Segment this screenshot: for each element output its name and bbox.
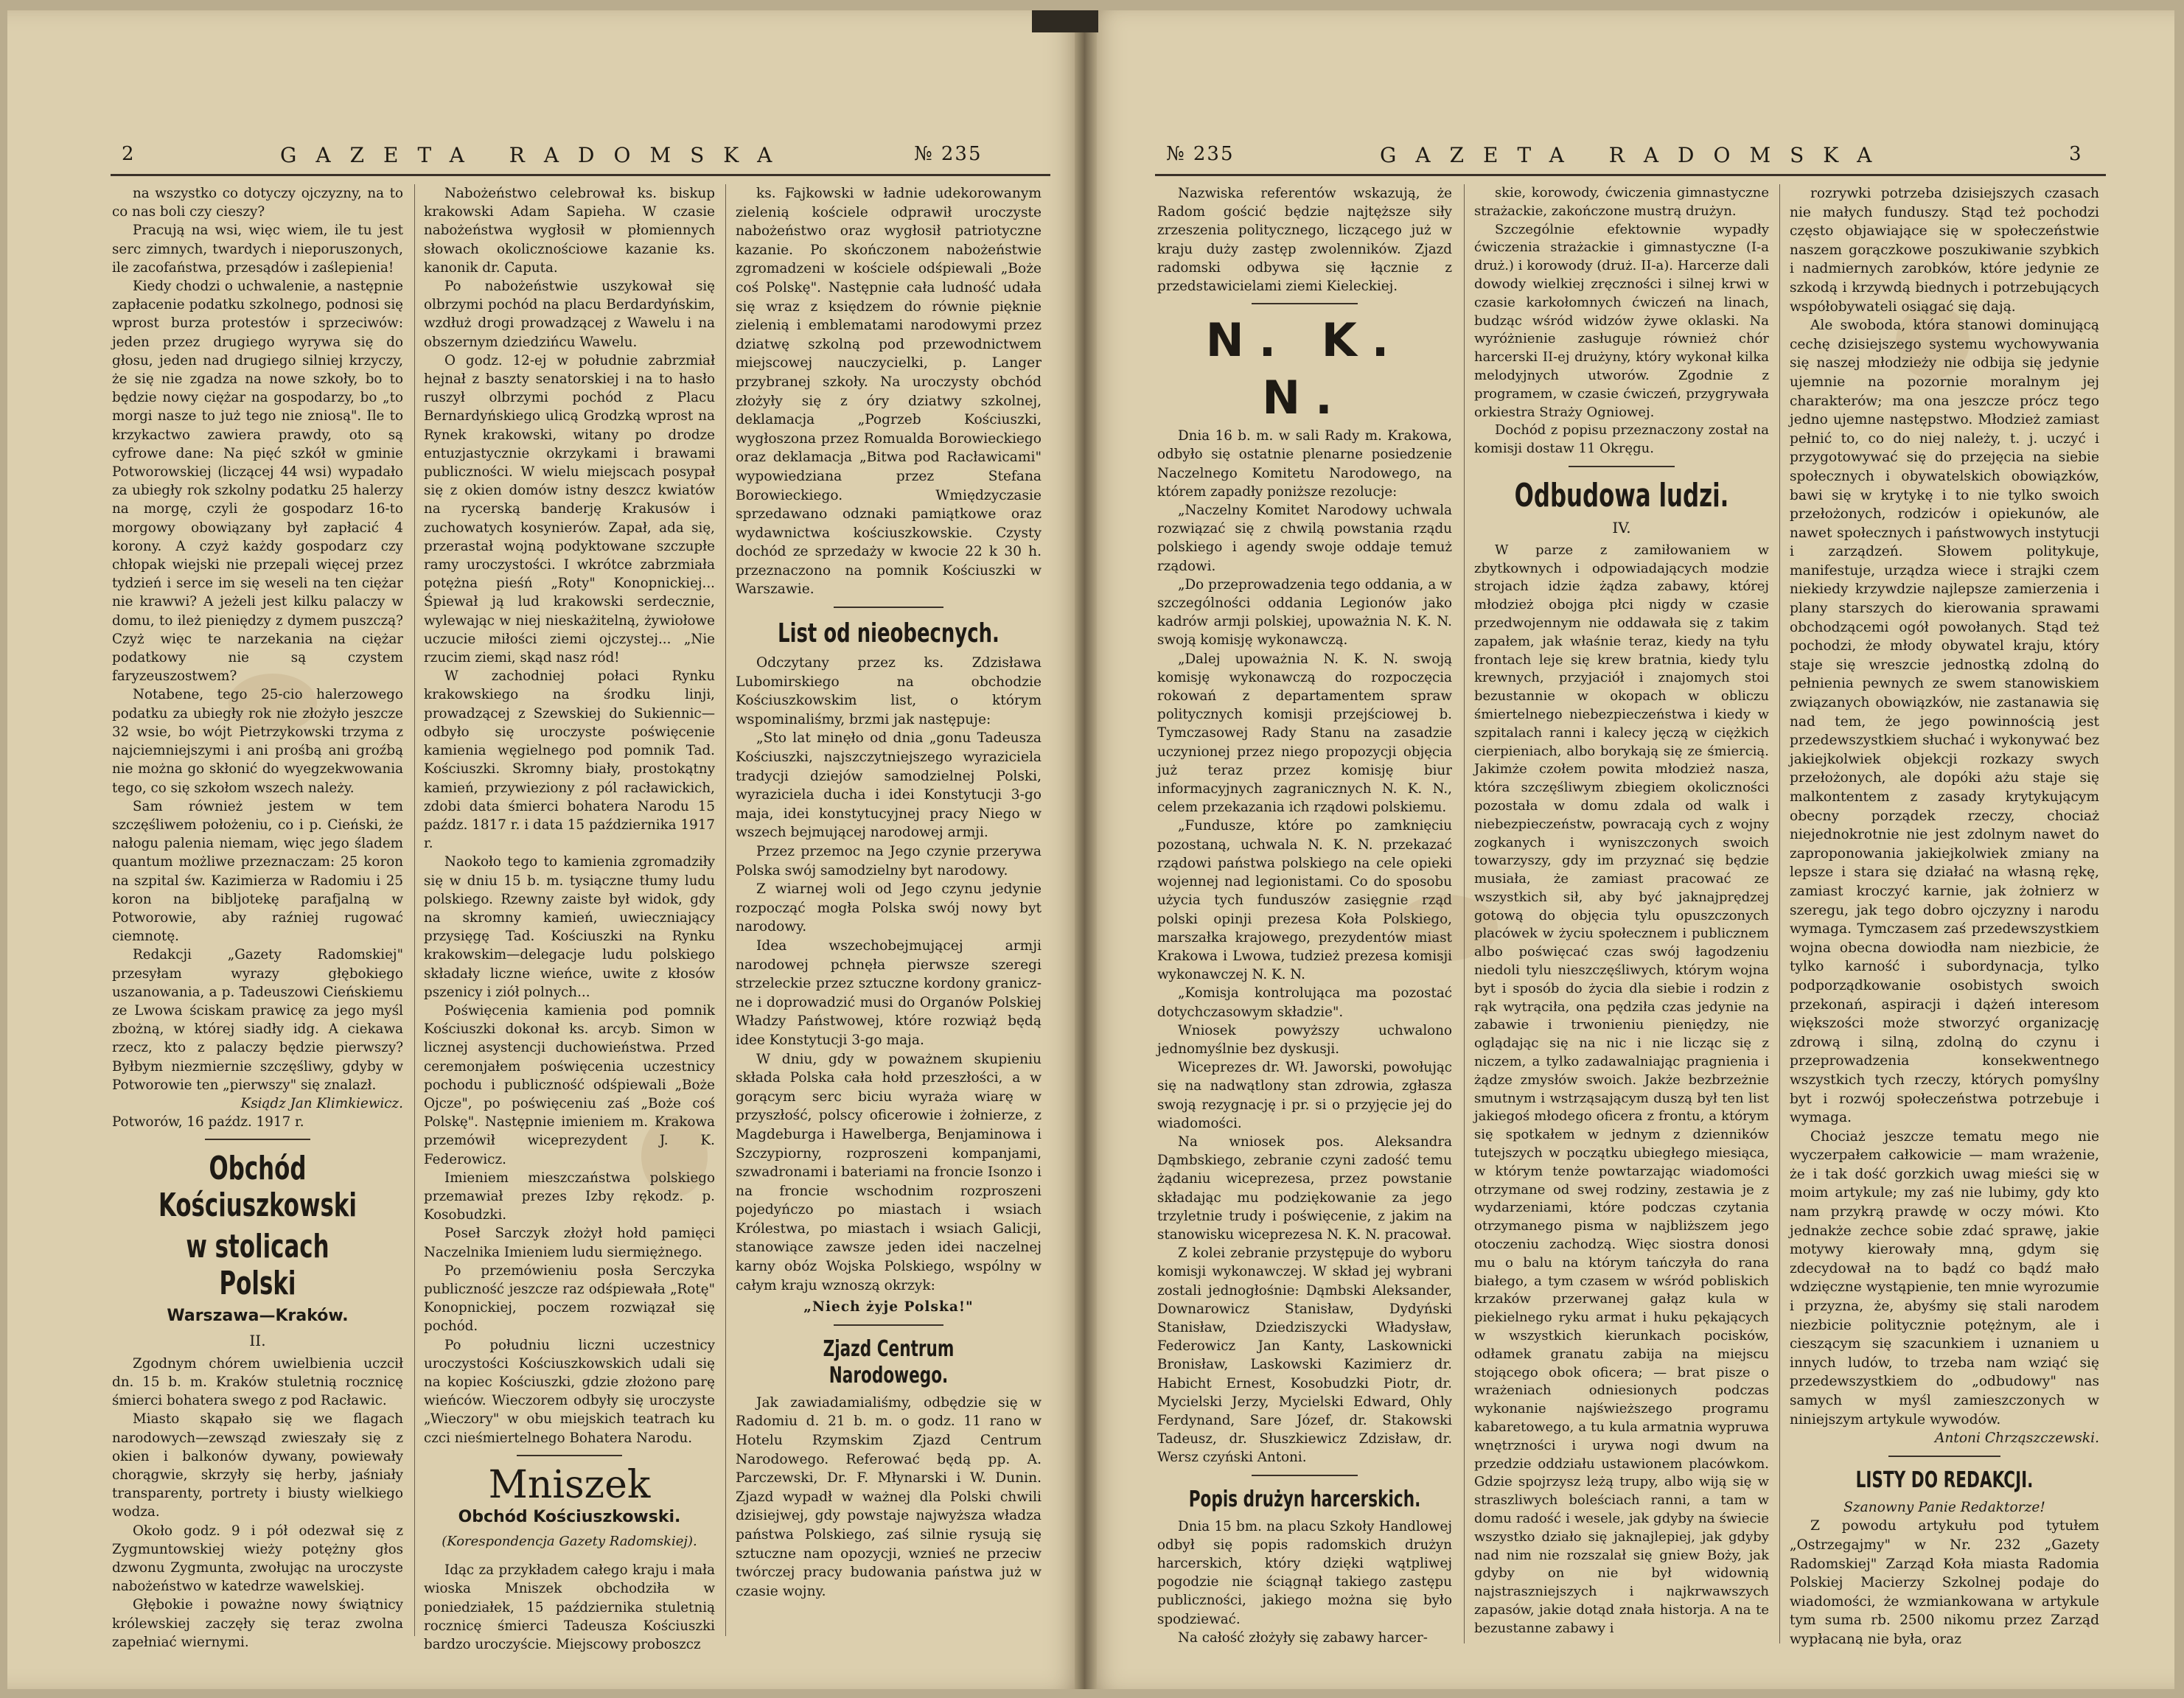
right-page bbox=[1085, 10, 2174, 1689]
paragraph: „Fundusze, które po zamknięciu pozostaną, uchwala N. K. N. przekazać rządowi państwa polskiego na cele opieki wojennej nad legionistami. Co do sposobu użycia tych funduszów zasięgnie rząd polski opinji prezesa Koła Polskiego, marszałka krajowego, prezydentów miast Krakowa i Lwowa, tudzież prezesa komisji wykonawczej N. K. N. bbox=[1157, 818, 1452, 983]
paragraph: Dnia 16 b. m. w sali Rady m. Krakowa, odbyło się ostatnie plenarne posiedzenie Naczelnego Komitetu Narodowego, na którem zapadły poniższe rezolucje: bbox=[1157, 428, 1452, 500]
paragraph: Kiedy chodzi o uchwalenie, a następnie zapłacenie podatku szkolnego, podnosi się wprost burza protestów i sprzeciwów: jeden przez drugiego wyrywa się do głosu, jeden nad drugiego silniej krzyczy, że się nie zgadza na nowe szkoły, bo to będzie nowy ciężar na gospodarzy, bo „to morgi nasze to już tego nie zniosą". Ile to krzykactwo zawiera prawdy, oto są cyfrowe dane: Na pięć szkół w gminie Potworowskiej (liczącej 44 wsi) wypadało za ubiegły rok szkolny podatku 25 halerzy na morgę, czyli że gospodarz 16-to morgowy obowiązany był zapłacić 4 korony. A czyż każdy gospodarz czy chłopak wiejski nie przepali więcej przez tydzień i serce im się weseli na ten ciężar nie krawwi? A jeżeli jest kilku palaczy w domu, to ileż pieniędzy z dymem puszczą? Czyż więc te narzekania na ciężar podatkowy nie są czystem faryzeuszostwem? bbox=[112, 279, 403, 685]
paragraph: Sam również jestem w tem szczęśliwem położeniu, co i p. Cieński, że nałogu palenia niemam, więc jego śladem quantum możliwe przeznaczam: 25 koron na szpital św. Kazimierza w Radomiu i 25 koron na bibljotekę parafjalną w Potworowie, aby raźniej rugować ciemnotę. bbox=[112, 798, 403, 945]
paragraph: Chociaż jeszcze tematu mego nie wyczerpałem całkowicie — mam wrażenie, że i tak dość gorzkich uwag mieści się w moim artykule; my zaś nie lubimy, gdy kto nam przykrą prawdę w oczy mówi. Kto jednakże zechce sobie zdać sprawę, jakie motywy kierowały mną, gdym się zdecydował na to bądź co bądź mało wdzięczne wystąpienie, ten mnie wyrozumie i przyzna, że, abyśmy się stali narodem niezbicie politycznie potężnym, ale i cieszącym się szacunkiem i uznaniem u innych ludów, to trzeba nam wziąć się przedewszystkiem do „odbudowy" nas samych w myśl zamieszczonych w niniejszym artykule wywodów. bbox=[1790, 1128, 2099, 1428]
issue-number: № 235 bbox=[1166, 143, 1235, 165]
paragraph: „Dalej upoważnia N. K. N. swoją komisję wykonawczą do rozpoczęcia rokowań z departamentem spraw politycznych komisji przejściowej b. Tymczasowej Rady Stanu na zasadzie uczynionej przez niego propozycji objęcia już teraz przez komisję biur informacyjnych zagranicznych N. K. N., celem przekazania ich rządowi polskiemu. bbox=[1157, 651, 1452, 816]
paragraph: Około godz. 9 i pół odezwał się z Zygmuntowskiej wieży potężny głos dzwonu Zygmunta, zwołując na uroczyste nabożeństwo w katedrze wawelskiej. bbox=[112, 1523, 403, 1595]
paragraph: O godz. 12-ej w południe zabrzmiał hejnał z baszty senatorskiej i na to hasło ruszył olbrzymi pochód z Placu Bernardyńskiego ulicą Grodzką wprost na Rynek krakowski, witany po drodze entuzjastycznie okrzykami i brawami publiczności. W wielu miejscach posypał się z okien domów istny deszcz kwiatów na rycerską banderję Krakusów i zuchowatych kosynierów. Zapał, ada się, przerastał wojną podyktowane szczupłe ramy uroczystości. I wkrótce zabrzmiała potężna pieśń „Roty" Konopnickiej... Śpiewał ją lud krakowski serdecznie, wylewając w niej nieskażitelną, żywiołowe uczucie miłości ziemi ojczystej... „Nie rzucim ziemi, skąd nasz ród! bbox=[424, 352, 715, 666]
paragraph: „Sto lat minęło od dnia „gonu Tadeusza Kościuszki, najszczytniejszego wyraziciela tradycji dziejów samodzielnej Polski, wyraziciela ducha i idei Konstytucji 3-go maja, idei konstytucyjnej pracy Niego w wszech bejmującej narodowej armji. bbox=[736, 730, 1042, 841]
paragraph: Po nabożeństwie uszykował się olbrzymi pochód na placu Berdardyńskim, wzdłuż drogi prowadzącej z Wawelu i na obszernym dziedzińcu Wawelu. bbox=[424, 279, 715, 350]
paragraph: Poseł Sarczyk złożył hołd pamięci Naczelnika Imieniem ludu siermiężnego. bbox=[424, 1226, 715, 1260]
paragraph: Redakcji „Gazety Radomskiej" przesyłam wyrazy głębokiego uszanowania, a p. Tadeuszowi Cieńskiemu ze Lwowa ściskam prawicę za jego myśl zbożną, w której siadły idg. A ciekawa rzecz, kto z palaczy będzie pierwszy? Byłbym niezmiernie szczęśliwy, gdyby w Potworowie ten „pierwszy" się znalazł. bbox=[112, 947, 403, 1093]
paragraph: Przez przemoc na Jego czynie przerywa Polska swój samodzielny byt narodowy. bbox=[736, 844, 1042, 878]
article-part: IV. bbox=[1612, 518, 1631, 537]
paragraph: Z wiarnej woli od Jego czynu jedynie rozpocząć mogła Polska swój nowy byt narodowy. bbox=[736, 881, 1042, 935]
paragraph: W parze z zamiłowaniem w zbytkownych i odpowiadających modzie strojach idzie żądza zabawy, której młodzież obojga płci nigdy w czasie przedwojennym nie oddawała się z takim zapałem, jak właśnie teraz, kiedy na tyłu frontach leje się krew bratnia, kiedy tylu krewnych, przyjaciół i znajomych stoi bezustannie w okopach w obliczu śmiertelnego niebezpieczeństwa i kiedy w szpitalach ranni i kalecy jęczą w ciężkich cierpieniach, albo borykają się ze śmiercią. Jakimże czołem powita młodzież nasza, która szczęśliwym zbiegiem okoliczności pozostała w domu zdala od walk i niebezpieczeństw, powracają cych z wojny zogkanych i wyniszczonych swoich towarzyszy, gdy im przyznać się będzie musiała, że zamiast pracować ze wszystkich sił, aby być jaknajprędzej gotową do objęcia tylu opuszczonych placówek w życiu społecznem i publicznem albo poświęcać czas swój łagodzeniu niedoli tylu nieszczęśliwych, którym wojna byt i sposób do życia dla siebie i rodzin z rąk wytrąciła, ona pędziła czas jedynie na zabawie i trwonieniu pieniędzy, nie oglądając się na nic i nie licząc się z niczem, a tylko zadawalniając pragnienia i żądze zmysłów swoich. Jakże bezbrzeżnie smutnym i wstrząsającym duszą był ten list jakiegoś młodego oficera z frontu, a którym się spotkałem w jednym z dzienników tutejszych w początku ubiegłego miesiąca, w którym tenże powtarzając wiadomości otrzymane od swej rodziny, zestawia je z wydarzeniami, które podczas czytania otrzymanego pisma w najbliższem jego otoczeniu zachodzą. Więc siostra donosi mu o balu na którym tańczyła do rana białego, a tym czasem w wśród pobliskich krzaków przerwanej gałąz kula w piekielnego ryku armat i huku pękających w wszystkich kierunkach pocisków, odłamek granatu zabija na miejscu stojącego obok oficera; — brat pisze o wrażeniach odniesionych podczas wykonanie najświeższego programu kabaretowego, a tu kula armatnia wypruwa wnętrzności i urywa nogi dwum na przedzie oddziału ustawionem placówkom. Gdzie spojrzysz leżą trupy, albo wiją się w straszliwych boleściach ranni, a tam w domu radość i wesele, jak gdyby na świecie wszystko działo się jaknajlepiej, jak gdyby nad nim nie rozszalał się gniew Boży, jak gdyby on nie był widownią najstraszniejszych i najkrwawszych zapasów, jakie dotąd znała historja. A na te bezustanne zabawy i bbox=[1474, 542, 1769, 1636]
paragraph: Imieniem mieszczaństwa polskiego przemawiał prezes Izby rękodz. p. Kosobudzki. bbox=[424, 1170, 715, 1223]
paragraph: Zgodnym chórem uwielbienia uczcił dn. 15 b. m. Kraków stuletnią rocznicę śmierci bohatera swego z pod Racławic. bbox=[112, 1355, 403, 1409]
paragraph: ks. Fajkowski w ładnie udekorowanym zielenią kościele odprawił uroczyste nabożeństwo oraz wygłosił patriotyczne kazanie. Po skończonem nabożeństwie zgromadzeni w kościele odśpiewali „Boże coś Polskę". Następnie cała ludność udała się wraz z księdzem do równie pięknie zielenią i emblematami narodowymi przez dziatwę szkolną pod przewodnictwem miejscowej nauczycielki, p. Langer przybranej szkoły. Na uroczysty obchód złożyły się z óry dziatwy szkolnej, deklamacja „Pogrzeb Kościuszki, wygłoszona przez Romualda Borowieckiego oraz deklamacja „Bitwa pod Racławicami" wypowiedziana przez Stefana Borowieckiego. Wmiędzyczasie sprzedawano odznaki pamiątkowe oraz wydawnictwa kościuszkowskie. Czysty dochód ze sprzedaży w kwocie 22 k 30 h. przeznaczono na pomnik Kościuszki w Warszawie. bbox=[736, 186, 1042, 598]
paragraph: Na całość złożyły się zabawy harcer- bbox=[1178, 1629, 1428, 1646]
header-rule bbox=[111, 174, 1050, 176]
column-right-2 bbox=[1474, 184, 1769, 1638]
paragraph: Z powodu artykułu pod tytułem „Ostrzegajmy" w Nr. 232 „Gazety Radomskiej" Zarząd Koła miasta Radomia Polskiej Macierzy Szkolnej podaje do wiadomości, że wzmiankowana w artykule tym suma rb. 2500 nikomu przez Zarząd wypłacaną nie była, oraz bbox=[1790, 1518, 2099, 1647]
column-left-1 bbox=[112, 184, 403, 1652]
column-left-2 bbox=[424, 184, 715, 1654]
paragraph: Wiceprezes dr. Wł. Jaworski, powołując się na nadwątlony stan zdrowia, zgłasza swoją rezygnację i pr. si o przyjęcie jej do wiadomości. bbox=[1157, 1060, 1452, 1131]
paragraph: Dnia 15 bm. na placu Szkoły Handlowej odbył się popis radomskich drużyn harcerskich, który dzięki wątpliwej pogodzie nie ściągnął takiego zastępu publiczności, jakiego można się było spodziewać. bbox=[1157, 1518, 1452, 1627]
binding-strip bbox=[1032, 10, 1098, 32]
paragraph: W zachodniej połaci Rynku krakowskiego na środku linji, prowadzącej z Szewskiej do Sukiennic—odbyło się uroczyste poświęcenie kamienia węgielnego pod pomnik Tad. Kościuszki. Skromny biały, prostokątny kamień, przywieziony z pól racławickich, zdobi data śmierci bohatera Narodu 15 paźdz. 1817 r. i data 15 października 1917 r. bbox=[424, 668, 715, 852]
paragraph: Pracują na wsi, więc wiem, ile tu jest serc zimnych, twardych i nieporuszonych, ile zacofaństwa, przesądów i zaślepienia! bbox=[112, 223, 403, 276]
issue-number: № 235 bbox=[914, 143, 983, 165]
mniszek-title: Mniszek bbox=[488, 1462, 651, 1507]
paragraph: rozrywki potrzeba dzisiejszych czasach nie małych funduszy. Stąd też pochodzi często objawiające się w społeczeństwie naszem gorączkowe poszukiwanie szybkich i nadmiernych zarobków, które jedynie ze szkodą i krzywdą biednych i potrzebujących współobywateli osiągać się dają. bbox=[1790, 186, 2099, 315]
odbudowa-title: Odbudowa ludzi. bbox=[1514, 476, 1729, 514]
book-spine bbox=[1075, 10, 1097, 1689]
paragraph: Głębokie i poważne nowy świątnicy królewskiej zaczęły się teraz zwolna zapełniać wiernymi. bbox=[112, 1597, 403, 1650]
paragraph: Po przemówieniu posła Serczyka publiczność jeszcze raz odśpiewała „Rotę" Konopnickiej, poczem rozwiązał się pochód. bbox=[424, 1262, 715, 1335]
paragraph: Szczególnie efektownie wypadły ćwiczenia strażackie i gimnastyczne (I-a druż.) i korowody (druż. II-a). Harcerze dali dowody wielkiej zręczności i silnej krwi w czasie karkołomnych ćwiczeń na linach, budząc wśród widzów żywe oklaski. Na wyróżnienie zasługuje również chór harcerski II-ej drużyny, który wykonał kilka melodyjnych utworów. Zgodnie z programem, w czasie ćwiczeń, przygrywała orkiestra Straży Ogniowej. bbox=[1474, 221, 1769, 420]
column-right-1 bbox=[1157, 184, 1452, 1647]
paragraph: Jak zawiadamialiśmy, odbędzie się w Radomiu d. 21 b. m. o godz. 11 rano w Hotelu Rzymskim Zjazd Centrum Narodowego. Referować będą pp. A. Parczewski, Dr. F. Młynarski i W. Dunin. Zjazd wypadł w ważnej dla Polski chwili dzisiejwej, gdy powstaje najwyższa władza państwa Polskiego, zaś silnie rysują się sztuczne nam opozycji, wznieś ne przeciw twórczej pracy budowania państwa już w czasie wojny. bbox=[736, 1394, 1042, 1599]
paragraph: skie, korowody, ćwiczenia gimnastyczne strażackie, zakończone mustrą drużyn. bbox=[1474, 185, 1769, 219]
signature: Ksiądz Jan Klimkiewicz. bbox=[240, 1095, 403, 1111]
paragraph: Nabożeństwo celebrował ks. biskup krakowski Adam Sapieha. W czasie nabożeństwa wygłosił w płomiennych słowach okolicznościowe kazanie ks. kanonik dr. Caputa. bbox=[424, 186, 715, 276]
mniszek-subtitle: Obchód Kościuszkowski. bbox=[458, 1507, 681, 1526]
masthead-title: GAZETA RADOMSKA bbox=[280, 143, 792, 167]
salutation: Szanowny Panie Redaktorze! bbox=[1843, 1499, 2045, 1515]
paragraph: Naokoło tego to kamienia zgromadziły się w dniu 15 b. m. tysiączne tłumy ludu polskiego. Rzewny zaiste był widok, gdy na skromny kamień, uwieczniający przysięgę Tad. Kościuszki na Rynku krakowskim—delegacje ludu polskiego składały liczne wieńce, uwite z kłosów pszenicy i ziół polnych... bbox=[424, 854, 715, 1000]
left-page-header bbox=[7, 136, 1085, 171]
paragraph: Na wniosek pos. Aleksandra Dąmbskiego, zebranie czyni zadość temu żądaniu wiceprezesa, przez powstanie składając mu podziękowanie za jego trzyletnie trudy i poświęcenie, z jakim na stanowisku wiceprezesa N. K. N. pracował. bbox=[1157, 1133, 1452, 1243]
listy-title: LISTY DO REDAKCJI. bbox=[1855, 1467, 2034, 1493]
masthead-title: GAZETA RADOMSKA bbox=[1380, 143, 1891, 167]
header-rule bbox=[1155, 174, 2106, 176]
paragraph: Nazwiska referentów wskazują, że Radom gościć będzie najtęższe siły zrzeszenia politycznego, liczącego już w kraju duży zastęp zwolenników. Zjazd radomski odbywa się łącznie z przedstawicielami ziemi Kieleckiej. bbox=[1157, 186, 1452, 295]
left-page bbox=[7, 10, 1085, 1689]
paragraph: Idea wszechobejmującej armji narodowej pchnęła pierwsze szeregi strzeleckie przez sztuczne kordony granicz-ne i doprowadzić musi do Organów Polskiej Władzy Państwowej, które rozwiąż będą idee Konstytucji 3-go maja. bbox=[736, 937, 1042, 1048]
right-page-header bbox=[1085, 136, 2174, 171]
paragraph: Poświęcenia kamienia pod pomnik Kościuszki dokonał ks. arcyb. Simon w licznej asystencji duchowieństwa. Przed ceremonjałem poświęcenia uczestnicy pochodu i publiczność odśpiewali „Boże Ojcze", po poświęceniu zaś „Boże coś Polskę". Następnie imieniem m. Krakowa przemówił wiceprezydent J. K. Federowicz. bbox=[424, 1002, 715, 1167]
paragraph: Dochód z popisu przeznaczony został na komisji dostaw 11 Okręgu. bbox=[1474, 422, 1769, 457]
page-number: 3 bbox=[2069, 143, 2083, 165]
paragraph: Ale swoboda, która stanowi dominującą cechę dzisiejszego systemu wychowywania się naszej młodzieży nie odbija się jedynie ujemnie na pozornie moralnym jej charakterów; ma ona jeszcze prócz tego jedno ujemne następstwo. Młodzież zamiast pełnić to, co do niej należy, t. j. uczyć i przygotowywać się do przejęcia na siebie społecznych i obywatelskich obowiązków, bawi się w krytykę i to nie tylko swoich przełożonych, rodziców i opiekunów, ale nawet społecznych i państwowych instytucji i zarządzeń. Słowem politykuje, manifestuje, urządza wiece i strajki czem niekiedy krzywdzie najlepsze zamierzenia i plany starszych do kierowania sprawami obchodzącemi ogół powołanych. Stąd też pochodzi, że młody obywatel kraju, który staje się wreszcie jednostką zdolną do pełnienia pewnych ze swem stanowiskiem związanych obowiązków, nie zastanawia się nad tem, że jego powinnością jest przedewszystkiem słuchać i wykonywać bez jakiejkolwiek objekcji rozkazy swych przełożonych, ale dopóki ażu staje się malkontentem z zasady krytykującym obecny porządek rzeczy, chociaż niejednokrotnie nie jest zdolnym nawet do zaproponowania jakiejkolwiek zmiany na lepsze i stara się działać na własną rękę, zamiast kroczyć karnie, jak żołnierz w szeregu, jak tego dobro ojczyzny i narodu wymaga. Tymczasem zaś przedewszystkiem wojna obecna dowiodła nam niezbicie, że tylko karność i subordynacja, tylko podporządkowanie osobistych swoich przekonań, aspiracji i dążeń interesom większości może stworzyć organizację zdrową i silną, zdolną do czynu i przeprowadzenia konsekwentnego wszystkich tych rzeczy, których pomyślny byt i rozwój społeczeństwa potrzebuje i wymaga. bbox=[1790, 318, 2099, 1126]
paragraph: Wniosek powyższy uchwalono jednomyślnie bez dyskusji. bbox=[1157, 1022, 1452, 1057]
paragraph: Po południu liczni uczestnicy uroczystości Kościuszkowskich udali się na kopiec Kościuszki, gdzie złożono parę wieńców. Wieczorem odbyły się uroczyste „Wieczory" w obu miejskich teatrach ku czci nieśmiertelnego Bohatera Narodu. bbox=[424, 1337, 715, 1446]
paragraph: „Do przeprowadzenia tego oddania, a w szczególności oddania Legionów jako kadrów armji polskiej, upoważnia N. K. N. swoją komisję wykonawczą. bbox=[1157, 576, 1452, 649]
signature: Antoni Chrząszczewski. bbox=[1934, 1430, 2099, 1447]
nkn-title: N. K. N. bbox=[1205, 313, 1404, 425]
column-left-3 bbox=[736, 184, 1042, 1601]
paragraph: Z kolei zebranie przystępuje do wyboru komisji wykonawczej. W skład jej wybrani zostali jednogłośnie: Dąmbski Aleksander, Downarowicz Stanisław, Dydyński Stanisław, Dziedziszycki Władysław, Federowicz Jan Kanty, Laskownicki Bronisław, Laskowski Kazimierz dr. Habicht Ernest, Kosobudzki Piotr, dr. Mycielski Jerzy, Mycielski Edward, Ohly Ferdynand, Sare Józef, dr. Stakowski Tadeusz, dr. Słuszkiewicz Zdzisław, dr. Wersz czyński Antoni. bbox=[1157, 1245, 1452, 1466]
article-title-2: w stolicach Polski bbox=[186, 1228, 329, 1303]
page-number: 2 bbox=[122, 143, 136, 165]
column-right-3 bbox=[1790, 184, 2099, 1649]
correspondence-note: (Korespondencja Gazety Radomskiej). bbox=[442, 1534, 697, 1550]
paragraph: na wszystko co dotyczy ojczyzny, na to co nas boli czy cieszy? bbox=[112, 186, 403, 220]
article-title: Obchód Kościuszkowski bbox=[158, 1150, 357, 1225]
paragraph: Notabene, tego 25-cio halerzowego podatku za ubiegły rok nie złożyło jeszcze 32 wsie, bo wójt Pietrzykowski trzyma z najciemniejszymi i ani prośbą ani groźbą nie można go skłonić do wyegzekwowania tego, co się szkołom wszech należy. bbox=[112, 687, 403, 796]
paragraph: Idąc za przykładem całego kraju i mała wioska Mniszek obchodziła w poniedziałek, 15 października stuletnią rocznicę śmierci Tadeusza Kościuszki bardzo uroczyście. Miejscowy proboszcz bbox=[424, 1562, 715, 1653]
popis-title: Popis drużyn harcerskich. bbox=[1188, 1486, 1421, 1512]
place-date: Potworów, 16 paźdz. 1917 r. bbox=[112, 1114, 304, 1131]
article-subtitle: Warszawa—Kraków. bbox=[167, 1307, 349, 1326]
list-title: List od nieobecnych. bbox=[778, 618, 999, 649]
exclamation: „Niech żyje Polska!" bbox=[803, 1299, 974, 1316]
paragraph: W dniu, gdy w poważnem skupieniu składa Polska cała hołd przeszłości, a w gorącym serc biciu wyraża wiarę w przyszłość, polscy oficerowie i żołnierze, z Magdeburga i Hawelberga, Benjaminowa i Szczypiorny, rozproszeni kompanjami, szwadronami i bateriami na froncie Isonzo i na froncie wschodnim rozproszeni pojedyńczo po miastach i wsiach Królestwa, po miastach i wsiach Galicji, stanowiące zawsze jeden idei naczelnej karny obóz Wojska Polskiego, wspólny w całym kraju wznoszą okrzyk: bbox=[736, 1051, 1042, 1293]
paragraph: Odczytany przez ks. Zdzisława Lubomirskiego na obchodzie Kościuszkowskim list, o którym wspominaliśmy, brzmi jak następuje: bbox=[736, 655, 1042, 727]
paragraph: „Komisja kontrolująca ma pozostać dotychczasowym składzie". bbox=[1157, 985, 1452, 1020]
zjazd-title: Zjazd Centrum Narodowego. bbox=[823, 1335, 955, 1388]
paragraph: Miasto skąpało się we flagach narodowych—zewsząd zwieszały się z okien i balkonów dywany, powiewały chorągwie, skrzyły się herby, jaśniały transparenty, portrety i biusty wielkiego wodza. bbox=[112, 1411, 403, 1520]
paragraph: „Naczelny Komitet Narodowy uchwala rozwiązać się z chwilą powstania rządu polskiego i agendy swoje oddaje temuż rządowi. bbox=[1157, 503, 1452, 574]
newspaper-spread bbox=[7, 10, 2174, 1689]
article-part: II. bbox=[249, 1331, 266, 1349]
